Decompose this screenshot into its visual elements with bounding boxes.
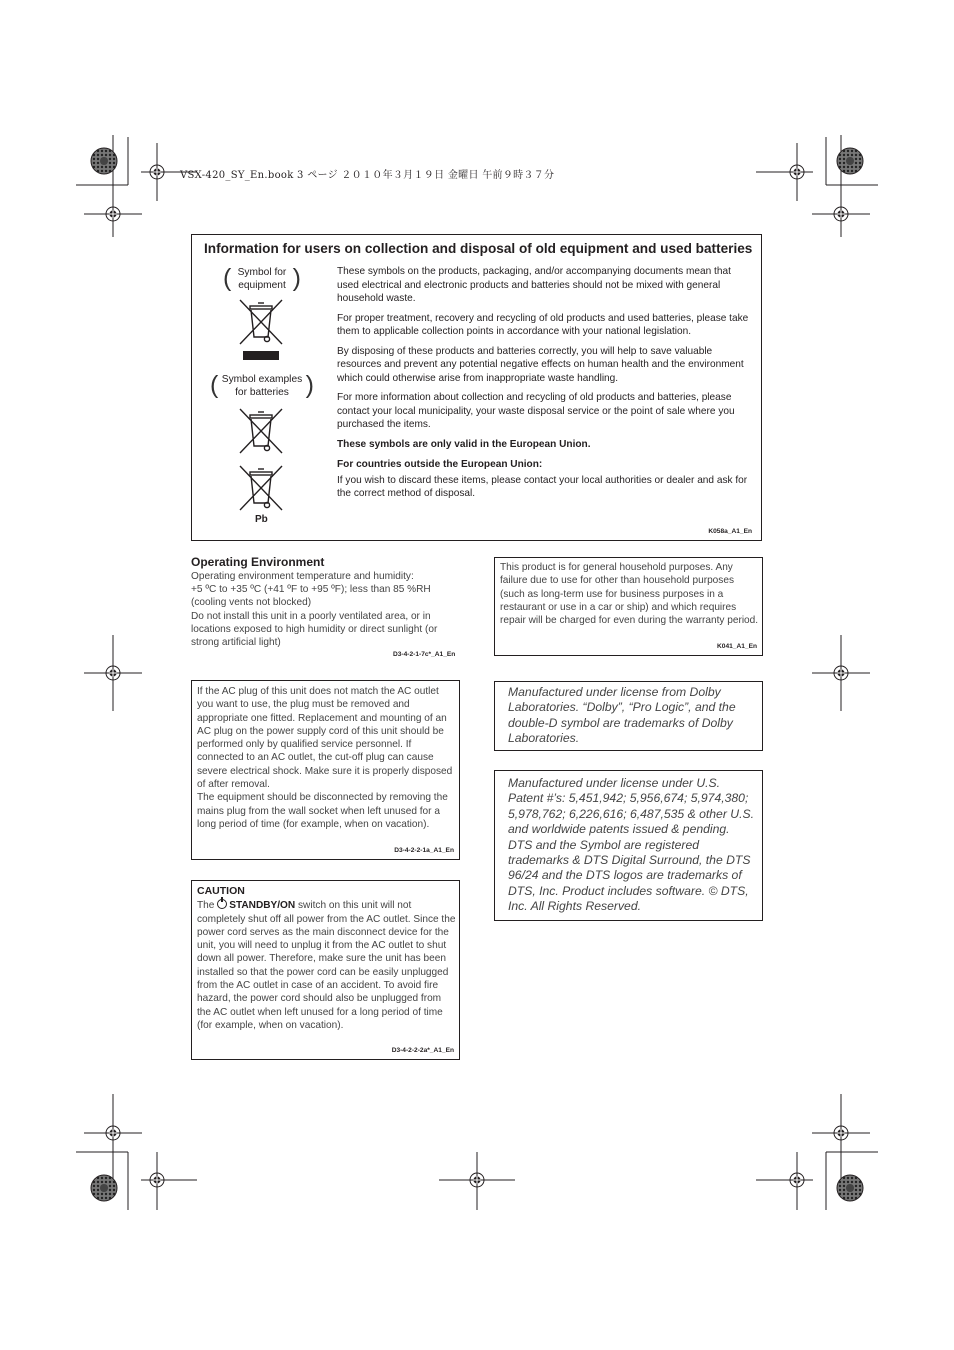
paragraph: For more information about collection and recycling of old products and batteries, please contact your local municipality, your waste disposal service or the point of sale where you purchased the items. bbox=[337, 392, 735, 430]
doc-code: D3-4-2-2-2a*_A1_En bbox=[391, 1047, 454, 1054]
ac-plug-text: If the AC plug of this unit does not match the AC outlet you want to use, the plug must be removed and appropriate one fitted. Replacement and mounting of an AC plug on the power supply cord of this unit should be performed only by qualified service personnel. If connected to an AC outlet, the cut-off plug can cause severe electrical shock. Make sure it is properly disposed of after removal. The equipment should be disconnected by removing the mains plug from the wall socket when left unused for a long period of time (for example, when on vacation). bbox=[197, 686, 453, 830]
symbol-equipment-label: ( Symbol for equipment ) bbox=[223, 264, 301, 292]
dolby-license-box bbox=[494, 681, 763, 751]
registration-mark-icon bbox=[825, 198, 857, 230]
color-starburst-icon bbox=[91, 1175, 117, 1201]
paragraph: By disposing of these products and batteries correctly, you will help to save valuable resources and prevent any potential negative effects on human health and the environment which could otherwise arise from inappropriate waste handling. bbox=[337, 345, 744, 384]
registration-mark-icon bbox=[141, 1164, 173, 1196]
paragraph: For proper treatment, recovery and recycling of old products and used batteries, please take them to applicable collection points in accordance with your national legislation. bbox=[337, 312, 749, 337]
ac-plug-notice-box bbox=[191, 680, 460, 860]
caution-text: CAUTION The STANDBY/ON switch on this unit will not completely shut off all power from the AC outlet. Since the power cord serves as the main disconnect device for the unit, you will need to unplug it from the AC outlet to shut down all power. Therefore, make sure the unit has been installed so that the power cord can be easily unplugged from the AC outlet in case of an accident. To avoid fire hazard, the power cord should also be unplugged from the AC outlet when left unused for a long period of time (for example, when on vacation). bbox=[197, 885, 456, 1031]
household-use-notice-box bbox=[494, 557, 763, 656]
crop-marks-top-right bbox=[756, 135, 878, 237]
color-starburst-icon bbox=[837, 148, 863, 174]
registration-mark-icon bbox=[97, 198, 129, 230]
operating-environment-title: Operating Environment bbox=[191, 555, 325, 569]
dolby-license-text: Manufactured under license from Dolby Laboratories. “Dolby”, “Pro Logic”, and the double-D symbol are trademarks of Dolby Laboratories. bbox=[508, 685, 736, 746]
doc-code: K058a_A1_En bbox=[708, 528, 752, 535]
registration-mark-icon bbox=[461, 1164, 493, 1196]
crossed-bin-equipment-icon bbox=[237, 297, 289, 362]
paragraph: These symbols on the products, packaging, and/or accompanying documents mean that used electrical and electronic products and batteries should not be mixed with general household waste. bbox=[337, 266, 731, 304]
standby-on-label: STANDBY/ON bbox=[229, 900, 296, 912]
registration-mark-icon bbox=[825, 1117, 857, 1149]
crop-marks-top-left bbox=[76, 135, 197, 237]
symbol-batteries-label: ( Symbol examples for batteries ) bbox=[210, 371, 314, 399]
disposal-info-text bbox=[337, 265, 753, 507]
print-file-header: VSX-420_SY_En.book 3 ページ ２０１０年３月１９日 金曜日 午前９時３７分 bbox=[180, 170, 555, 181]
registration-mark-icon bbox=[141, 156, 173, 188]
disposal-info-title: Information for users on collection and disposal of old equipment and used batteries bbox=[204, 241, 753, 256]
doc-code: K041_A1_En bbox=[717, 643, 757, 650]
dts-license-box bbox=[494, 770, 763, 921]
disposal-info-box bbox=[191, 234, 762, 541]
doc-code: D3-4-2-1-7c*_A1_En bbox=[393, 651, 456, 658]
dts-license-text: Manufactured under license under U.S. Patent #’s: 5,451,942; 5,956,674; 5,974,380; 5,978,762; 6,226,616; 6,487,535 & other U.S. and worldwide patents issued & pending. DTS and the Symbol are registered trademarks & DTS Digital Surround, the DTS 96/24 and the DTS logos are trademarks of DTS, Inc. Product includes software. © DTS, Inc. All Rights Reserved. bbox=[508, 776, 754, 914]
outside-eu-heading: For countries outside the European Union: bbox=[337, 459, 543, 470]
pb-label: Pb bbox=[255, 514, 268, 525]
operating-environment-text: Operating environment temperature and humidity: +5 ºC to +35 ºC (+41 ºF to +95 ºF); less than 85 %RH (cooling vents not blocked) Do not install this unit in a poorly ventilated area, or in locations exposed to high humidity or direct sunlight (or strong artificial light) bbox=[191, 571, 438, 649]
outside-eu-text: If you wish to discard these items, please contact your local authorities or dealer and ask for the correct method of disposal. bbox=[337, 474, 748, 499]
eu-only-notice: These symbols are only valid in the European Union. bbox=[337, 438, 591, 450]
doc-code: D3-4-2-2-1a_A1_En bbox=[394, 847, 454, 854]
caution-title: CAUTION bbox=[197, 885, 245, 897]
registration-mark-icon bbox=[825, 657, 857, 689]
caution-box bbox=[191, 880, 460, 1060]
household-use-text: This product is for general household purposes. Any failure due to use for other than household purposes (such as long-term use for business purposes in a restaurant or use in a car or ship) and which requires repair will be charged for even during the warranty period. bbox=[500, 562, 759, 627]
registration-mark-icon bbox=[781, 1164, 813, 1196]
crossed-bin-battery-icon bbox=[237, 406, 289, 458]
crossed-bin-battery-pb-icon bbox=[237, 463, 289, 515]
power-standby-icon bbox=[217, 899, 227, 909]
registration-mark-icon bbox=[781, 156, 813, 188]
registration-mark-icon bbox=[97, 657, 129, 689]
color-starburst-icon bbox=[837, 1175, 863, 1201]
color-starburst-icon bbox=[91, 148, 117, 174]
registration-mark-icon bbox=[97, 1117, 129, 1149]
